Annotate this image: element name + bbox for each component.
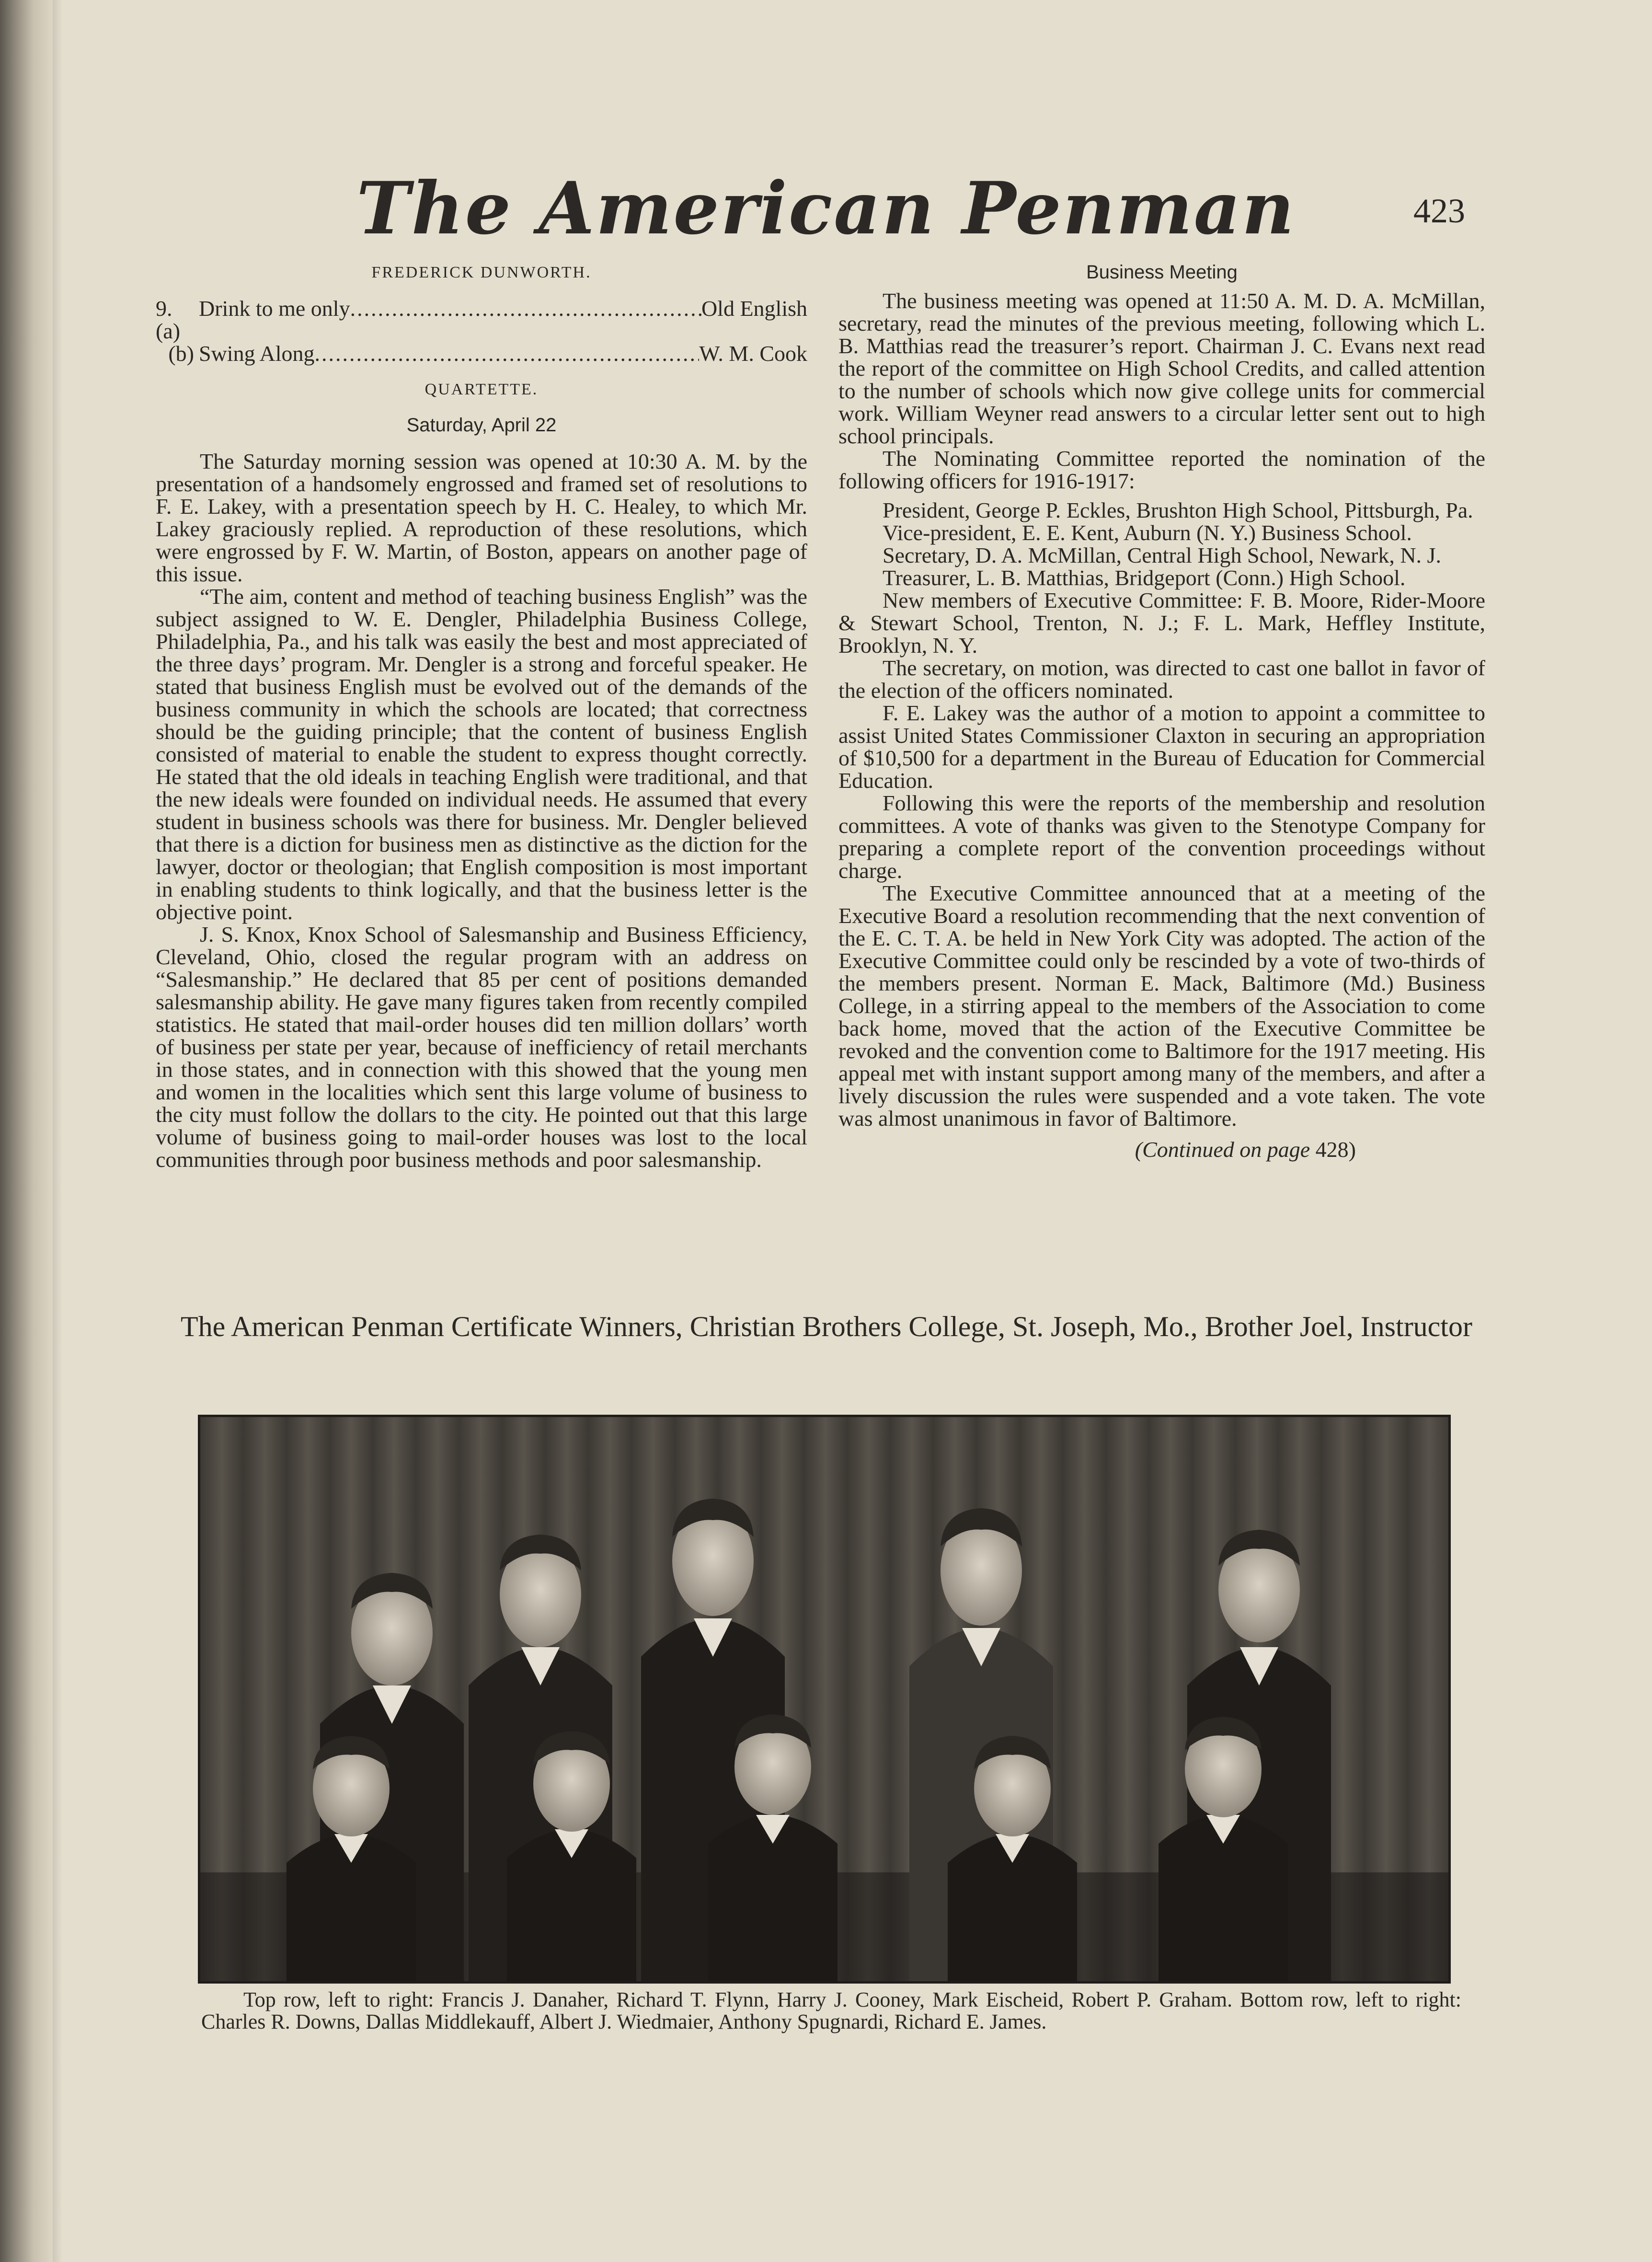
performer-name: FREDERICK DUNWORTH. (371, 264, 592, 281)
continued-notice (838, 1138, 1485, 1161)
program-item-number: 9. (a) (156, 296, 181, 343)
photo-caption: Top row, left to right: Francis J. Danaher, Richard T. Flynn, Harry J. Cooney, Mark Eischeid, Robert P. Graham. Bottom row, left to right: Charles R. Downs, Dallas Middlekauff, Albert J. Wiedmaier, Anthony Spugnardi, Richard E. James. (201, 1988, 1461, 2033)
section-heading: Business Meeting (1086, 262, 1238, 283)
program-item-number: (b) (168, 341, 194, 366)
quartette-label: QUARTETTE. (424, 381, 539, 398)
photo-title: The American Penman Certificate Winners, Christian Brothers College, St. Joseph, Mo., Brother Joel, Instructor (181, 1311, 1472, 1342)
officer-entry: Treasurer, L. B. Matthias, Bridgeport (Conn.) High School. (883, 566, 1406, 590)
officer-entry: Vice-president, E. E. Kent, Auburn (N. Y.) Business School. (883, 520, 1412, 545)
group-photo (198, 1415, 1451, 1984)
program-item-source: W. M. Cook (699, 341, 807, 366)
leader-dots (350, 297, 701, 320)
program-item-title: Swing Along (199, 341, 315, 366)
right-column (838, 261, 1485, 1161)
program-item-source: Old English (701, 296, 807, 321)
paragraph: “The aim, content and method of teaching business English” was the subject assigned to W. E. Dengler, Philadelphia Business College, Philadelphia, Pa., and his talk was easily the best and most appreciated of the three days’ program. Mr. Dengler is a strong and forceful speaker. He stated that business English must be evolved out of the demands of the business community in which the schools are located; that correctness should be the guiding principle; that the content of business English consisted of material to enable the student to express thought correctly. He stated that the old ideals in teaching English were traditional, and that the new ideals were founded on individual needs. He assumed that every student in business schools was there for business. Mr. Dengler believed that there is a diction for business men as distinctive as the diction for the lawyer, doctor or theologian; that English composition is most important in enabling students to think logically, and that the business letter is the objective point. (156, 584, 807, 924)
program-item (156, 342, 807, 365)
binding-gutter (0, 0, 53, 2262)
paragraph: J. S. Knox, Knox School of Salesmanship and Business Efficiency, Cleveland, Ohio, closed the regular program with an address on “Salesmanship.” He declared that 85 per cent of positions demanded salesmanship ability. He gave many figures taken from recently compiled statistics. He stated that mail-order houses did ten million dollars’ worth of business per state per year, because of inefficiency of retail merchants in those states, and in connection with this showed that the young men and women in the localities which sent this large volume of business to the city must follow the dollars to the city. He pointed out that this large volume of business going to mail-order houses was lost to the local communities through poor business methods and poor salesmanship. (156, 922, 807, 1172)
paragraph: The Nominating Committee reported the nomination of the following officers for 1916-1917: (838, 446, 1485, 493)
left-column (156, 261, 807, 1171)
paragraph: The Saturday morning session was opened at 10:30 A. M. by the presentation of a handsomely engrossed and framed set of resolutions to F. E. Lakey, with a presentation speech by H. C. Healey, to which Mr. Lakey graciously replied. A reproduction of these resolutions, which were engrossed by F. W. Martin, of Boston, appears on another page of this issue. (156, 449, 807, 586)
group-photo-image (200, 1417, 1448, 1981)
officer-entry: Secretary, D. A. McMillan, Central High School, Newark, N. J. (883, 543, 1441, 567)
program-item (156, 297, 807, 342)
paragraph: The secretary, on motion, was directed to cast one ballot in favor of the election of the officers nominated. (838, 656, 1485, 703)
page-number: 423 (1413, 192, 1465, 230)
paragraph: The business meeting was opened at 11:50 A. M. D. A. McMillan, secretary, read the minutes of the previous meeting, following which L. B. Matthias read the treasurer’s report. Chairman J. C. Evans next read the report of the committee on High School Credits, and called attention to the number of schools which now give college units for commercial work. William Weyner read answers to a circular letter sent out to high school principals. (838, 289, 1485, 448)
officer-entry: New members of Executive Committee: F. B. Moore, Rider-Moore & Stewart School, Trenton, N. J.; F. L. Mark, Heffley Institute, Brooklyn, N. Y. (838, 588, 1485, 658)
continued-text: (Continued on page (1135, 1137, 1310, 1162)
program-item-title: Drink to me only (199, 296, 350, 321)
officer-entry: President, George P. Eckles, Brushton High School, Pittsburgh, Pa. (883, 498, 1473, 522)
paragraph: The Executive Committee announced that at a meeting of the Executive Board a resolution recommending that the next convention of the E. C. T. A. be held in New York City was adopted. The action of the Executive Committee could only be rescinded by a vote of two-thirds of the members present. Norman E. Mack, Baltimore (Md.) Business College, in a stirring appeal to the members of the Association to come back home, moved that the action of the Executive Committee be revoked and the convention come to Baltimore for the 1917 meeting. His appeal met with instant support among many of the members, and after a lively discussion the rules were suspended and a vote taken. The vote was almost unanimous in favor of Baltimore. (838, 881, 1485, 1131)
masthead-title: The American Penman (356, 166, 1296, 251)
continued-page: 428) (1315, 1137, 1356, 1162)
gutter-shadow (53, 0, 62, 2262)
section-heading: Saturday, April 22 (406, 415, 557, 436)
paragraph: F. E. Lakey was the author of a motion to appoint a committee to assist United States Commissioner Claxton in securing an appropriation of $10,500 for a department in the Bureau of Education for Commercial Education. (838, 701, 1485, 793)
paragraph: Following this were the reports of the membership and resolution committees. A vote of thanks was given to the Stenotype Company for preparing a complete report of the convention proceedings without charge. (838, 791, 1485, 883)
leader-dots (315, 342, 700, 365)
